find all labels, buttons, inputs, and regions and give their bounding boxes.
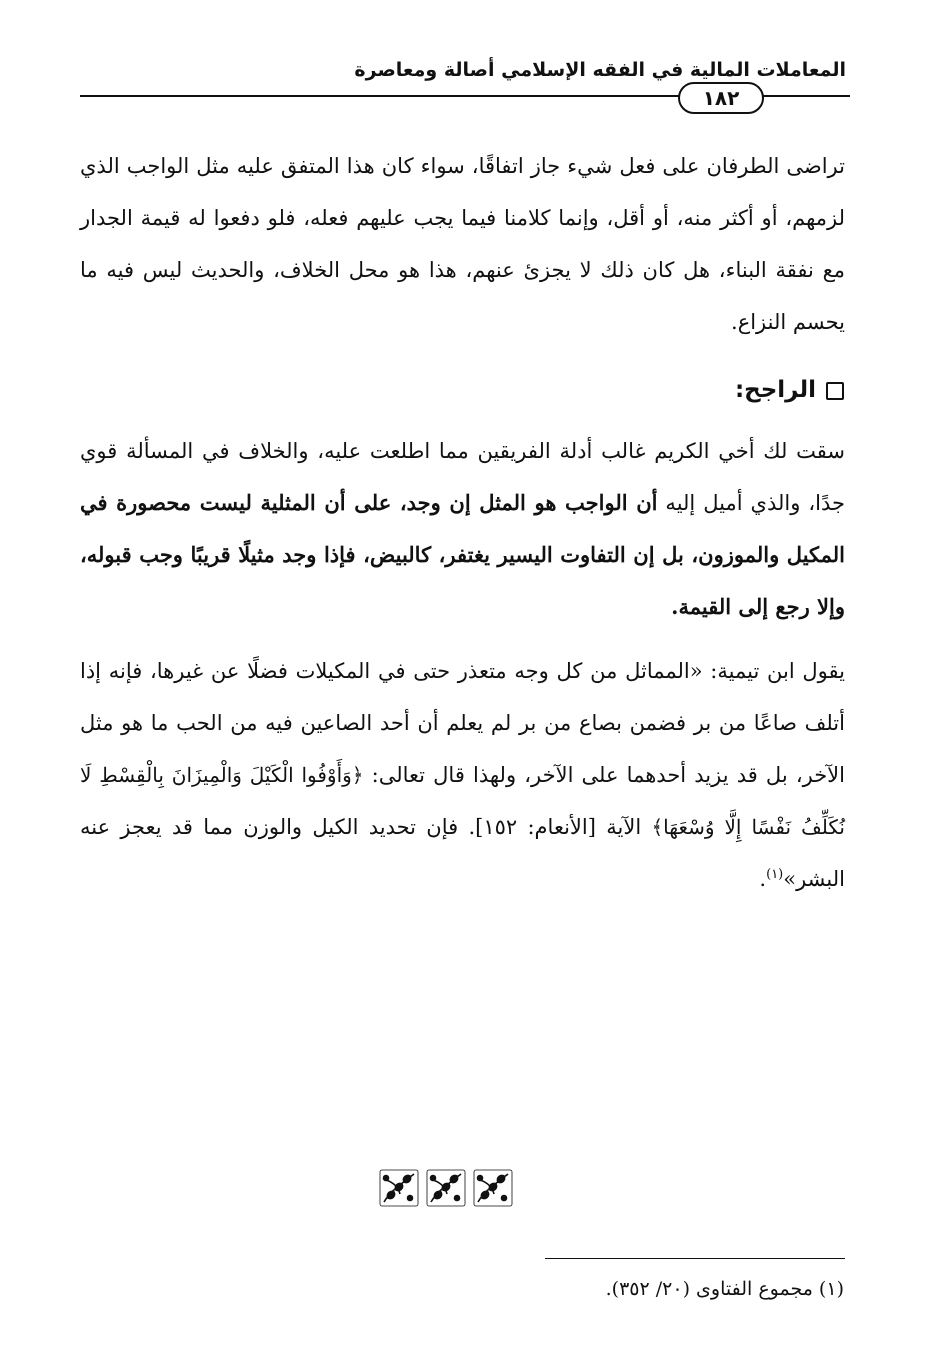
- section-heading: [735, 372, 844, 408]
- ornament-motif-icon: [380, 1170, 418, 1206]
- quote-intro: يقول ابن تيمية: «المماثل من كل وجه متعذر حتى في المكيلات فضلًا عن غيرها، فإنه إذا أتلف صاعًا من بر فضمن بصاع من بر لم يعلم أن أحد الصاعين فيه من الحب ما هو مثل الآخر، بل قد يزيد أحدهما على الآخر، ولهذا قال تعالى:: [80, 659, 845, 787]
- quran-verse: ﴿وَأَوْفُوا الْكَيْلَ وَالْمِيزَانَ بِالْقِسْطِ لَا نُكَلِّفُ نَفْسًا إِلَّا وُسْعَهَا﴾: [80, 763, 846, 839]
- paragraph-preferred-intro: سقت لك أخي الكريم غالب أدلة الفريقين مما اطلعت عليه، والخلاف في المسألة قوي جدًا، والذي أميل إليه: [80, 439, 845, 515]
- footnote-rule: [545, 1258, 845, 1259]
- floral-ornament-icon: [378, 1168, 514, 1208]
- paragraph-first: تراضى الطرفان على فعل شيء جاز اتفاقًا، سواء كان هذا المتفق عليه مثل الواجب الذي لزمهم، أو أكثر منه، أو أقل، وإنما كلامنا فيما يجب عليهم فعله، فلو دفعوا له قيمة الجدار مع نفقة البناء، هل كان ذلك لا يجزئ عنهم، هذا هو محل الخلاف، والحديث ليس فيه ما يحسم النزاع.: [80, 154, 845, 334]
- paragraph-preferred-conclusion: أن الواجب هو المثل إن وجد، على أن المثلية ليست محصورة في المكيل والموزون، بل إن التفاوت اليسير يغتفر، كالبيض، فإذا وجد مثيلًا قريبًا وجب قبوله، وإلا رجع إلى القيمة.: [80, 490, 845, 619]
- ornament-motif-icon: [474, 1170, 512, 1206]
- running-header-title: المعاملات المالية في الفقه الإسلامي أصالة ومعاصرة: [354, 59, 846, 81]
- quote-end: .: [759, 867, 767, 891]
- square-bullet-icon: [826, 382, 844, 400]
- footnote-reference: (١): [766, 867, 784, 882]
- footnote: (١) مجموع الفتاوى (٢٠/ ٣٥٢).: [605, 1278, 844, 1300]
- quote-after-verse: الآية [الأنعام: ١٥٢]. فإن تحديد الكيل والوزن مما قد يعجز عنه البشر»: [80, 815, 845, 891]
- paragraph-preferred-opinion: [80, 425, 845, 633]
- section-heading-label: الراجح:: [734, 377, 816, 403]
- page-number-badge: ١٨٢: [678, 82, 764, 114]
- ornament-motif-icon: [427, 1170, 465, 1206]
- paragraph-ibn-taymiyyah-quote: [80, 645, 845, 905]
